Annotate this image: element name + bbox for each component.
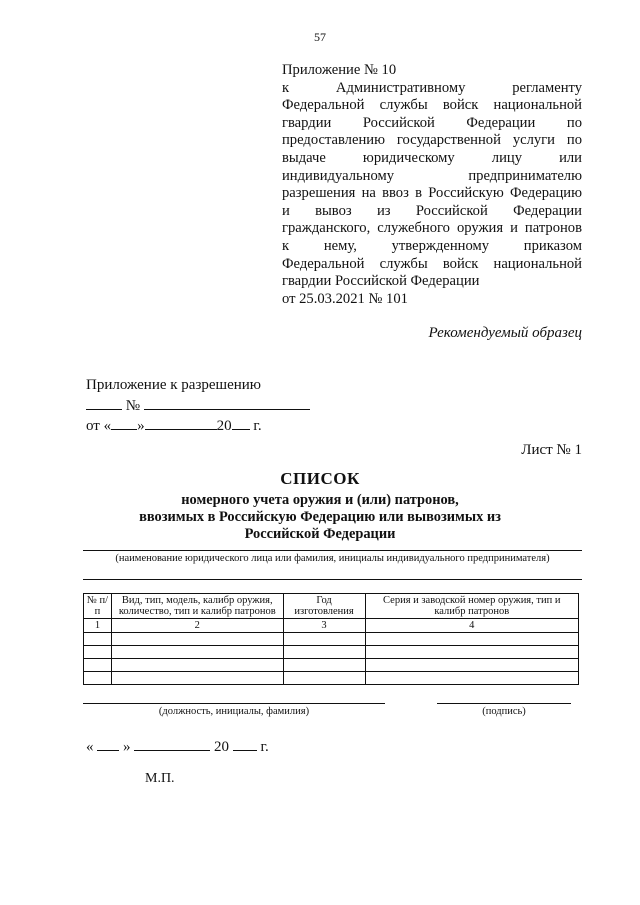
appendix-line: Федеральной службы войск национальной	[282, 97, 582, 114]
table-cell[interactable]	[84, 646, 112, 659]
appendix-line: гвардии Российской Федерации	[282, 273, 480, 290]
date-from-label: от «	[86, 418, 112, 434]
sheet-number: Лист № 1	[521, 442, 582, 458]
appendix-line: предоставлению государственной услуги по	[282, 132, 582, 149]
column-number: 1	[84, 619, 112, 633]
permit-blank[interactable]	[86, 395, 122, 410]
appendix-line: к нему, утвержденному приказом	[282, 237, 582, 254]
signature-line[interactable]	[437, 703, 571, 704]
column-number: 2	[111, 619, 283, 633]
day-blank[interactable]	[97, 736, 119, 751]
table-cell[interactable]	[111, 633, 283, 646]
table-cell[interactable]	[365, 659, 578, 672]
table-cell[interactable]	[111, 646, 283, 659]
title-main: СПИСОК	[280, 469, 360, 488]
month-blank[interactable]	[145, 415, 217, 430]
title-line: Российской Федерации	[244, 526, 396, 542]
permit-reference	[86, 375, 310, 435]
appendix-line: Приложение № 10	[282, 62, 397, 78]
year-blank[interactable]	[233, 736, 257, 751]
date-year-suffix: г.	[260, 739, 269, 755]
table-cell[interactable]	[111, 672, 283, 685]
date-quote-open: «	[86, 739, 94, 755]
header-cell: Серия и заводской номер оружия, тип и калибр патронов	[365, 594, 578, 619]
date-year-prefix: 20	[214, 739, 229, 755]
table-cell[interactable]	[283, 672, 365, 685]
quote-close: »	[137, 418, 145, 434]
table-cell[interactable]	[84, 633, 112, 646]
table-row	[84, 659, 579, 672]
appendix-line: Федеральной службы войск национальной	[282, 255, 582, 272]
table-header-row	[84, 594, 579, 619]
position-line[interactable]	[83, 703, 385, 704]
table-cell[interactable]	[84, 672, 112, 685]
table-row	[84, 633, 579, 646]
appendix-line: к Административному регламенту	[282, 79, 582, 96]
number-sign: №	[125, 398, 141, 414]
name-line-2	[83, 579, 582, 580]
appendix-line: гвардии Российской Федерации по	[282, 114, 582, 131]
appendix-date-line: от 25.03.2021 № 101	[282, 290, 408, 307]
table-cell[interactable]	[365, 646, 578, 659]
table-row	[84, 646, 579, 659]
table-cell[interactable]	[84, 659, 112, 672]
table-number-row	[84, 619, 579, 633]
day-blank[interactable]	[111, 415, 137, 430]
table-cell[interactable]	[283, 646, 365, 659]
table-cell[interactable]	[111, 659, 283, 672]
year-suffix: г.	[253, 418, 262, 434]
appendix-line: индивидуальному предпринимателю	[282, 167, 582, 184]
name-line[interactable]	[83, 550, 582, 551]
sample-label: Рекомендуемый образец	[428, 325, 582, 341]
title-line: ввозимых в Российскую Федерацию или вывозимых из	[139, 509, 501, 525]
page-number: 57	[314, 30, 326, 44]
permit-number-blank[interactable]	[144, 395, 310, 410]
appendix-header	[282, 62, 582, 308]
table-cell[interactable]	[283, 633, 365, 646]
table-cell[interactable]	[365, 672, 578, 685]
appendix-line: выдаче юридическому лицу или	[282, 149, 582, 166]
year-blank[interactable]	[232, 415, 250, 430]
signature-caption: (подпись)	[482, 706, 526, 717]
date-row	[86, 736, 269, 756]
header-cell: № п/п	[84, 594, 112, 619]
document-title	[0, 469, 640, 543]
column-number: 4	[365, 619, 578, 633]
permit-date-row	[86, 415, 310, 435]
title-line: номерного учета оружия и (или) патронов,	[181, 492, 459, 508]
appendix-line: разрешения на ввоз в Российскую Федерацию	[282, 185, 582, 202]
header-cell: Вид, тип, модель, калибр оружия, количество, тип и калибр патронов	[111, 594, 283, 619]
date-quote-close: »	[123, 739, 131, 755]
weapons-table	[83, 593, 579, 685]
appendix-line: и вывоз из Российской Федерации	[282, 202, 582, 219]
stamp-place: М.П.	[145, 771, 175, 786]
month-blank[interactable]	[134, 736, 210, 751]
name-caption: (наименование юридического лица или фамилия, инициалы индивидуального предпринимателя)	[115, 553, 550, 564]
table-row	[84, 672, 579, 685]
permit-number-row	[86, 395, 310, 415]
permit-title: Приложение к разрешению	[86, 377, 262, 393]
year-prefix: 20	[216, 418, 232, 434]
column-number: 3	[283, 619, 365, 633]
table-cell[interactable]	[365, 633, 578, 646]
position-caption: (должность, инициалы, фамилия)	[158, 706, 310, 717]
header-cell: Год изготовления	[283, 594, 365, 619]
table-cell[interactable]	[283, 659, 365, 672]
appendix-line: гражданского, служебного оружия и патронов	[282, 220, 582, 237]
